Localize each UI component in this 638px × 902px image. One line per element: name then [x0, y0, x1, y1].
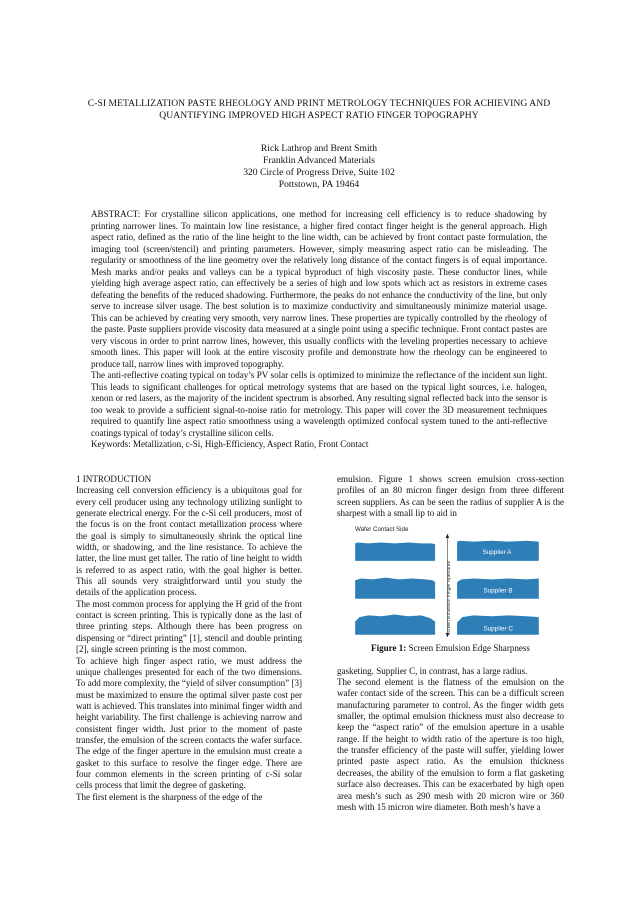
intro-paragraph-4: The first element is the sharpness of the edge of the: [76, 791, 263, 802]
right-column: [337, 474, 564, 813]
right-paragraph-1: emulsion. Figure 1 shows screen emulsion cross-section profiles of an 80 micron finger design from three different screen suppliers. As can be seen the radius of supplier A is the sharpest with a small lip to aid in: [337, 474, 564, 519]
figure-1: [337, 524, 564, 640]
axis-label-text: Screen Emulsion Finger Apertures: [446, 561, 452, 636]
left-column: [76, 474, 302, 803]
section-heading-introduction: 1 INTRODUCTION: [76, 474, 152, 484]
title-line-1: C-SI METALLIZATION PASTE RHEOLOGY AND PRINT METROLOGY TECHNIQUES FOR ACHIEVING AND: [87, 98, 551, 109]
intro-paragraph-3: To achieve high finger aspect ratio, we must address the unique challenges presented for each of the two dimensions. To add more complexity, the “yield of silver consumption” [3] must be maximized to ensure the optimal silver paste cost per watt is achieved. This translates into minimal finger width and height variability. The first challenge is achieving narrow and consistent finger width. Just prior to the moment of paste transfer, the emulsion of the screen contacts the wafer surface. The edge of the finger aperture in the emulsion must create a gasket to this surface to resolve the finger edge. There are four common elements in the screen printing of c-Si solar cells process that limit the degree of gasketing.: [76, 655, 302, 791]
right-paragraph-2: gasketing. Supplier C, in contrast, has a large radius.: [337, 665, 528, 676]
abstract: [91, 209, 547, 451]
author-organization: Franklin Advanced Materials: [263, 155, 375, 166]
author-block: [140, 143, 498, 191]
figure-1-caption: [337, 643, 564, 654]
right-paragraph-3: The second element is the flatness of the emulsion on the wafer contact side of the screen. This can be a difficult screen manufacturing parameter to control. As the finger width gets smaller, the optimal emulsion thickness must also decrease to keep the “aspect ratio” of the emulsion aperture in a usable range. If the height to width ratio of the aperture is too high, the transfer efficiency of the paste will suffer, yielding lower printed paste aspect ratio. As the emulsion thickness decreases, the ability of the emulsion to form a flat gasketing surface also decreases. This can be exacerbated by high open area mesh’s such as 290 mesh with 20 micron wire or 360 mesh with 15 micron wire diameter. Both mesh’s have a: [337, 677, 564, 812]
wafer-contact-side-label: Wafer Contact Side: [355, 526, 409, 534]
supplier-b-label: Supplier B: [483, 587, 513, 595]
abstract-paragraph-2: The anti-reflective coating typical on today’s PV solar cells is optimized to minimize the reflectance of the incident sun light. This leads to significant challenges for optical metrology systems that are based on the typical light sources, i.e. halogen, xenon or red lasers, as the majority of the incident spectrum is absorbed. Any resulting signal reflected back into the sensor is too weak to provide a sufficient signal-to-noise ratio for metrology. This paper will cover the 3D measurement techniques required to quantify line aspect ratio smoothness using a wavelength optimized confocal system tuned to the anti-reflective coatings typical of today’s crystalline silicon cells.: [91, 370, 547, 438]
intro-paragraph-2: The most common process for applying the H grid of the front contact is screen printing. This is typically done as the last of three printing steps. Although there has been progress on dispensing or “direct printing” [1], stencil and double printing [2], single screen printing is the most common.: [76, 598, 302, 655]
author-street: 320 Circle of Progress Drive, Suite 102: [243, 167, 395, 178]
paper-title: [60, 98, 578, 122]
author-city: Pottstown, PA 19464: [278, 179, 360, 190]
supplier-c-label: Supplier C: [483, 625, 513, 633]
emulsion-profiles-image: [337, 524, 564, 640]
supplier-a-profile: [355, 543, 435, 561]
author-names: Rick Lathrop and Brent Smith: [260, 143, 378, 154]
abstract-paragraph-1: ABSTRACT: For crystalline silicon applications, one method for increasing cell efficiency is to reduce shadowing by printing narrower lines. To maintain low line resistance, a higher fired contact finger height is the general approach. High aspect ratio, defined as the ratio of the line height to the line width, can be achieved by front contact paste formulation, the imaging tool (screen/stencil) and printing parameters. However, simply measuring aspect ratio can be misleading. The regularity or smoothness of the line geometry over the relatively long distance of the contact fingers is of equal importance. Mesh marks and/or peaks and valleys can be a typical byproduct of high viscosity paste. These conductor lines, while yielding high average aspect ratio, can effectively be a series of high and low spots which act as resistors in extreme cases defeating the benefits of the reduced shadowing. Furthermore, the peaks do not enhance the conductivity of the line, but only serve to increase silver usage. The best solution is to maximize conductivity and simultaneously minimize material usage. This can be achieved by creating very smooth, very narrow lines. These properties are typically controlled by the rheology of the paste. Paste suppliers provide viscosity data measured at a single point using a specific technique. Front contact pastes are very viscous in order to print narrow lines, however, this usually conflicts with the leveling properties necessary to achieve smooth lines. This paper will look at the entire viscosity profile and demonstrate how the rheology can be engineered to produce tall, narrow lines with improved topography.: [91, 209, 547, 369]
spacer: [337, 655, 564, 666]
caption-text: Screen Emulsion Edge Sharpness: [406, 643, 530, 654]
supplier-b-profile: [355, 578, 435, 599]
supplier-a-label: Supplier A: [482, 549, 512, 557]
caption-label: Figure 1:: [371, 643, 407, 654]
title-line-2: QUANTIFYING IMPROVED HIGH ASPECT RATIO FINGER TOPOGRAPHY: [159, 110, 479, 121]
supplier-c-profile: [355, 615, 435, 635]
abstract-keywords: Keywords: Metallization, c-Si, High-Efficiency, Aspect Ratio, Front Contact: [91, 439, 369, 449]
axis-arrow-up-icon: [446, 534, 450, 538]
intro-paragraph-1: Increasing cell conversion efficiency is a ubiquitous goal for every cell producer using any technology utilizing sunlight to generate electrical energy. For the c-Si cell producers, most of the focus is on the front contact metallization process where the goal is simply to simultaneously shrink the optical line width, or shadowing, and the line resistance. To achieve the latter, the line must get taller. The ratio of line height to width is referred to as aspect ratio, with the goal higher is better. This all sounds very straightforward until you study the details of the application process.: [76, 485, 302, 598]
